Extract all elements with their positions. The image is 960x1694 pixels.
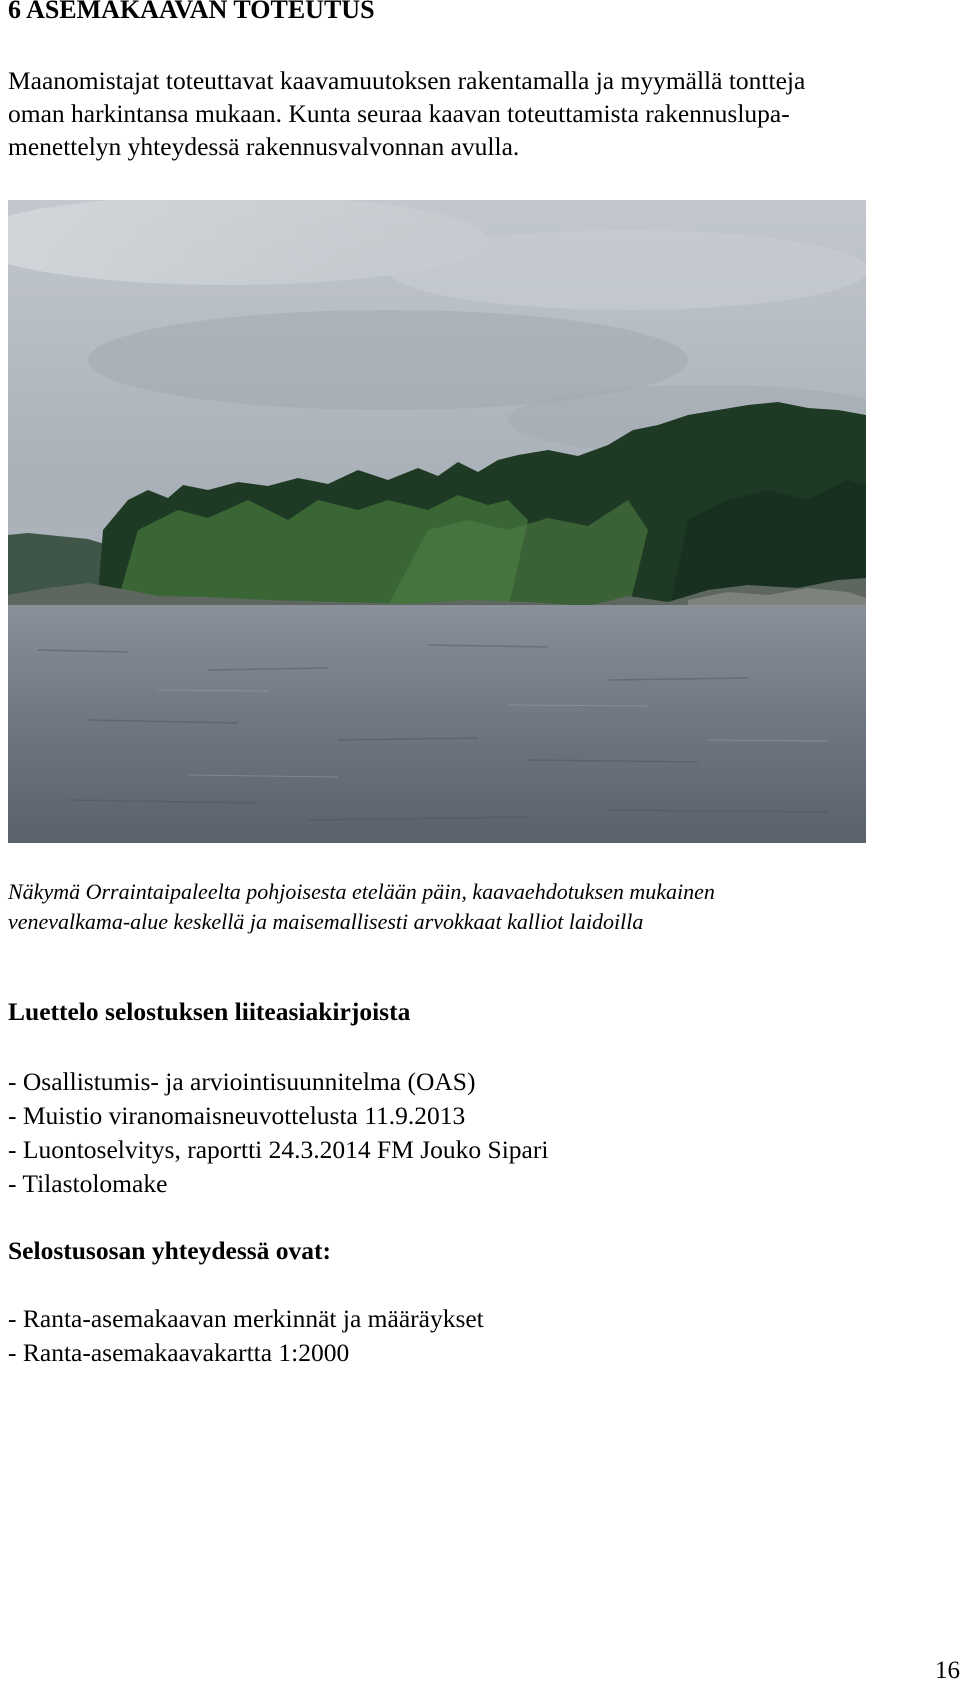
caption-line: venevalkama-alue keskellä ja maisemallisesti arvokkaat kalliot laidoilla	[8, 909, 644, 934]
photo-caption	[8, 877, 953, 937]
with-report-heading: Selostusosan yhteydessä ovat:	[8, 1236, 332, 1265]
list-item: - Osallistumis- ja arviointisuunnitelma (OAS)	[8, 1067, 476, 1096]
list-item: - Tilastolomake	[8, 1169, 168, 1198]
attachments-heading: Luettelo selostuksen liiteasiakirjoista	[8, 997, 411, 1026]
intro-line: oman harkintansa mukaan. Kunta seuraa kaavan toteuttamista rakennuslupa-	[8, 99, 790, 128]
list-item: - Luontoselvitys, raportti 24.3.2014 FM Jouko Sipari	[8, 1135, 549, 1164]
lake-landscape-photo	[8, 200, 866, 843]
intro-line: menettelyn yhteydessä rakennusvalvonnan avulla.	[8, 132, 520, 161]
list-item: - Ranta-asemakaavakartta 1:2000	[8, 1338, 350, 1367]
intro-paragraph	[8, 64, 953, 163]
list-item: - Muistio viranomaisneuvottelusta 11.9.2013	[8, 1101, 466, 1130]
caption-line: Näkymä Orraintaipaleelta pohjoisesta etelään päin, kaavaehdotuksen mukainen	[8, 879, 715, 904]
page-number: 16	[935, 1657, 960, 1684]
intro-line: Maanomistajat toteuttavat kaavamuutoksen rakentamalla ja myymällä tontteja	[8, 66, 806, 95]
section-heading: 6 ASEMAKAAVAN TOTEUTUS	[8, 0, 375, 24]
list-item: - Ranta-asemakaavan merkinnät ja määräykset	[8, 1304, 484, 1333]
attachments-list	[8, 1065, 548, 1201]
with-report-list	[8, 1302, 484, 1370]
